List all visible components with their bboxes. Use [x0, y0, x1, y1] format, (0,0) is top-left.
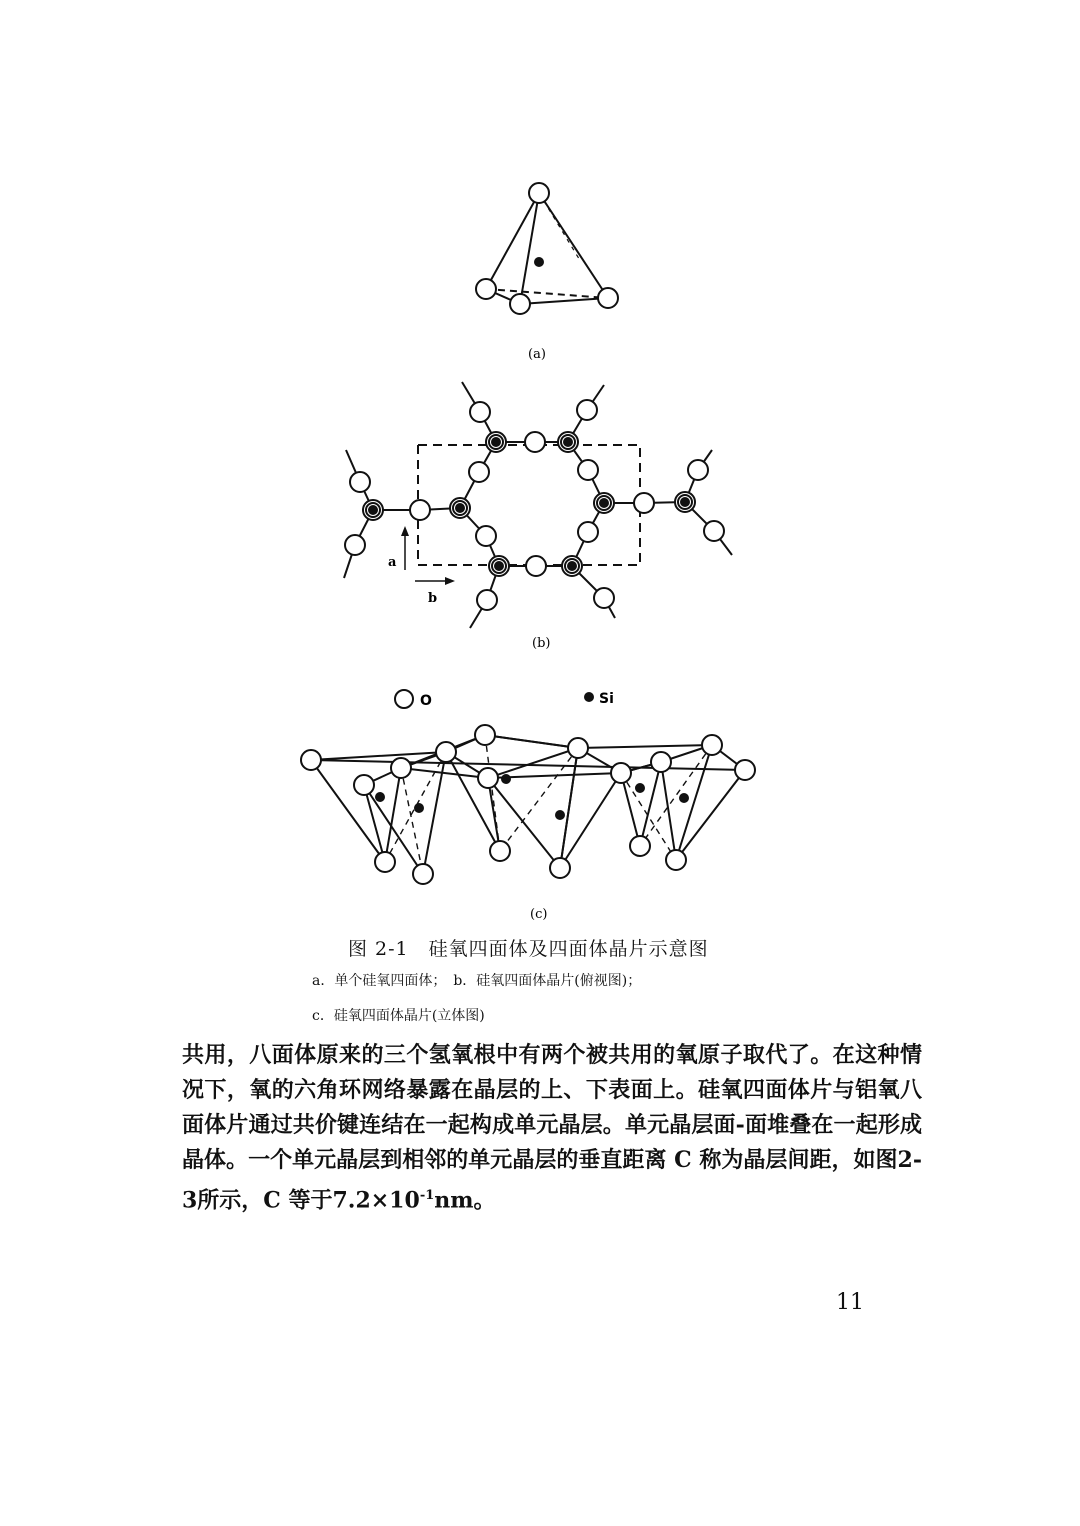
legend-silicon-symbol — [584, 692, 594, 702]
panel-c-label: (c) — [530, 907, 548, 922]
figure-caption-line-1: a．单个硅氧四面体； b．硅氧四面体晶片(俯视图)； — [312, 973, 642, 989]
silicon-atom — [680, 497, 690, 507]
silicon-atom — [567, 561, 577, 571]
axis-a-label: a — [388, 555, 397, 570]
silicon-atom — [368, 505, 378, 515]
oxygen-atom — [568, 738, 588, 758]
silicon-atom — [491, 437, 501, 447]
oxygen-atom — [354, 775, 374, 795]
axis-b-label: b — [428, 591, 438, 606]
oxygen-atom — [470, 402, 490, 422]
silicon-atom — [635, 783, 645, 793]
oxygen-atom — [688, 460, 708, 480]
oxygen-atom — [529, 183, 549, 203]
oxygen-atom — [436, 742, 456, 762]
oxygen-atom — [704, 521, 724, 541]
silicon-atom — [599, 498, 609, 508]
body-text-unit: nm。 — [434, 1187, 496, 1214]
oxygen-atom — [301, 750, 321, 770]
oxygen-atom — [526, 556, 546, 576]
oxygen-atom — [611, 763, 631, 783]
oxygen-atom — [391, 758, 411, 778]
silicon-atom — [534, 257, 544, 267]
oxygen-atom — [510, 294, 530, 314]
single-tetrahedron-diagram — [486, 193, 608, 304]
oxygen-atom — [630, 836, 650, 856]
oxygen-atom — [594, 588, 614, 608]
oxygen-atom — [702, 735, 722, 755]
silicon-atom — [494, 561, 504, 571]
oxygen-atom — [578, 522, 598, 542]
silicon-atom — [501, 774, 511, 784]
oxygen-atom — [577, 400, 597, 420]
silicon-atom — [455, 503, 465, 513]
oxygen-atom — [578, 460, 598, 480]
oxygen-atom — [735, 760, 755, 780]
silicon-atom — [555, 810, 565, 820]
oxygen-atom — [413, 864, 433, 884]
oxygen-atom — [476, 279, 496, 299]
silicon-atom — [414, 803, 424, 813]
oxygen-atom — [598, 288, 618, 308]
figure-caption-line-2: c．硅氧四面体晶片(立体图) — [312, 1008, 485, 1024]
oxygen-atom — [476, 526, 496, 546]
oxygen-atom — [550, 858, 570, 878]
body-text-main: 共用，八面体原来的三个氢氧根中有两个被共用的氧原子取代了。在这种情况下，氧的六角环网络暴露在晶层的上、下表面上。硅氧四面体片与铝氧八面体片通过共价键连结在一起构成单元晶层。单元晶层面-面堆叠在一起形成晶体。一个单元晶层到相邻的单元晶层的垂直距离 C 称为晶层间距，如图2-3所示，C 等于7.2×10 — [182, 1042, 922, 1214]
oxygen-atom — [651, 752, 671, 772]
figure-caption-title: 图 2-1 硅氧四面体及四面体晶片示意图 — [348, 938, 709, 960]
legend-oxygen-label: O — [420, 693, 432, 709]
panel-a-label: (a) — [528, 347, 546, 362]
silicon-atom — [375, 792, 385, 802]
oxygen-atom — [345, 535, 365, 555]
oxygen-atom — [525, 432, 545, 452]
oxygen-atom — [634, 493, 654, 513]
oxygen-atom — [475, 725, 495, 745]
oxygen-atom — [375, 852, 395, 872]
legend-oxygen-symbol — [395, 690, 413, 708]
silicon-atom — [679, 793, 689, 803]
oxygen-atom — [469, 462, 489, 482]
oxygen-atom — [478, 768, 498, 788]
body-text-exponent: -1 — [419, 1188, 435, 1203]
tetrahedral-sheet-plan-view — [344, 382, 732, 628]
panel-b-label: (b) — [532, 636, 551, 651]
oxygen-atom — [477, 590, 497, 610]
oxygen-atom — [490, 841, 510, 861]
oxygen-atom — [410, 500, 430, 520]
legend-silicon-label: Si — [599, 691, 614, 707]
silicon-atom — [563, 437, 573, 447]
oxygen-atom — [666, 850, 686, 870]
body-paragraph — [182, 1038, 922, 1218]
page-number: 11 — [836, 1290, 864, 1315]
oxygen-atom — [350, 472, 370, 492]
